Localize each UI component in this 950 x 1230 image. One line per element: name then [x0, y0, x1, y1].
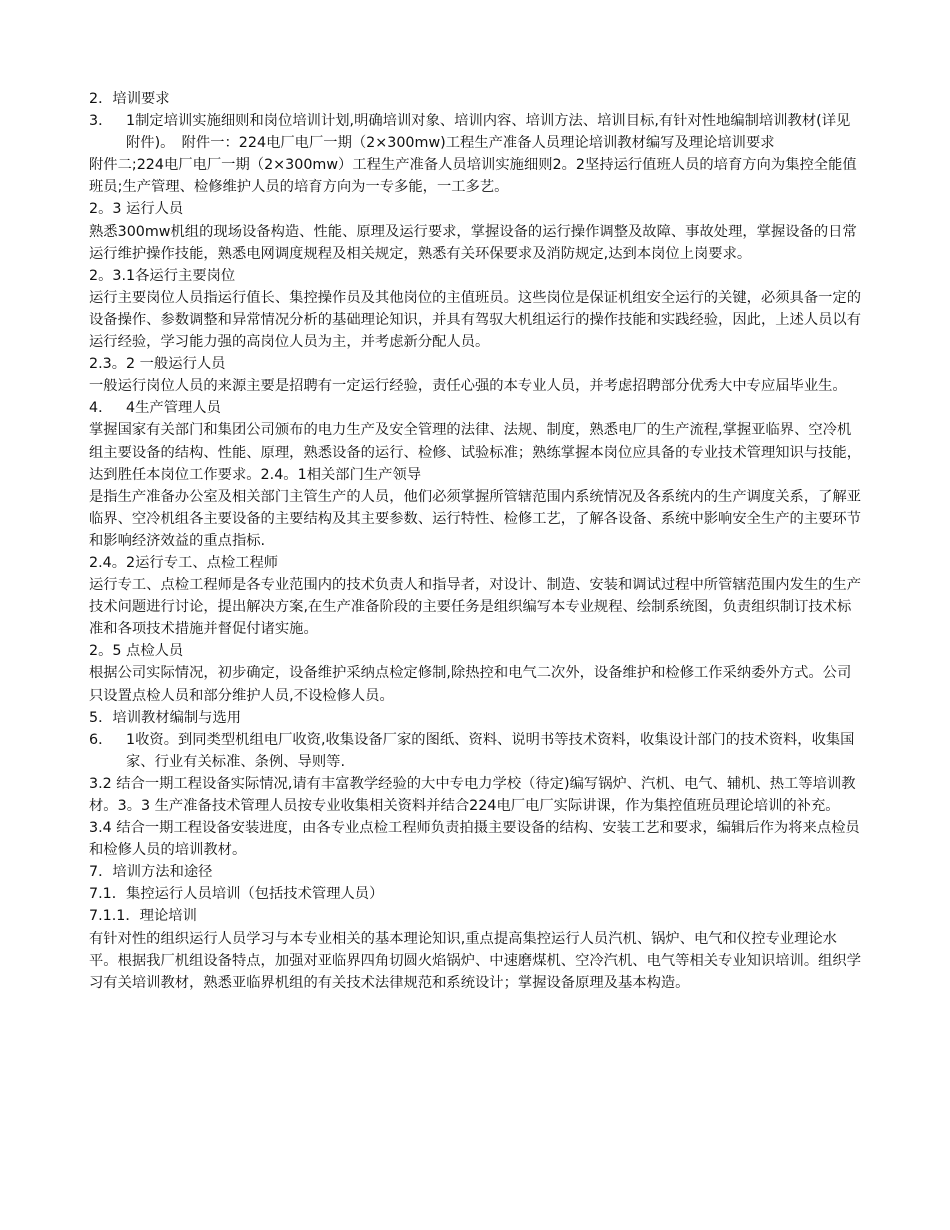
numbered-paragraph — [89, 397, 862, 419]
paragraph: 2.4。2运行专工、点检工程师 — [89, 554, 279, 571]
paragraph: 掌握国家有关部门和集团公司颁布的电力生产及安全管理的法律、法规、制度，熟悉电厂的生产流程,掌握亚临界、空冷机组主要设备的结构、性能、原理，熟悉设备的运行、检修、试验标准；熟练掌握本岗位应具备的专业技术管理知识与技能，达到胜任本岗位工作要求。2.4。1相关部门生产领导 — [89, 422, 862, 483]
paragraph: 一般运行岗位人员的来源主要是招聘有一定运行经验，责任心强的本专业人员，并考虑招聘部分优秀大中专应届毕业生。 — [89, 378, 847, 395]
numbered-paragraph — [89, 729, 862, 773]
paragraph: 是指生产准备办公室及相关部门主管生产的人员，他们必须掌握所管辖范围内系统情况及各系统内的生产调度关系，了解亚临界、空冷机组各主要设备的主要结构及其主要参数、运行特性、检修工艺，了解各设备、系统中影响安全生产的主要环节和影响经济效益的重点指标. — [89, 488, 862, 549]
paragraph: 运行专工、点检工程师是各专业范围内的技术负责人和指导者，对设计、制造、安装和调试过程中所管辖范围内发生的生产技术问题进行讨论，提出解决方案,在生产准备阶段的主要任务是组织编写本专业规程、绘制系统图，负责组织制订技术标准和各项技术措施并督促付诸实施。 — [89, 577, 862, 638]
paragraph: 有针对性的组织运行人员学习与本专业相关的基本理论知识,重点提高集控运行人员汽机、锅炉、电气和仪控专业理论水平。根据我厂机组设备特点，加强对亚临界四角切圆火焰锅炉、中速磨煤机、空冷汽机、电气等相关专业知识培训。组织学习有关培训教材，熟悉亚临界机组的有关技术法律规范和系统设计；掌握设备原理及基本构造。 — [89, 930, 862, 991]
paragraph: 附件二;224电厂电厂一期（2×300mw）工程生产准备人员培训实施细则2。2坚持运行值班人员的培育方向为集控全能值班员;生产管理、检修维护人员的培育方向为一专多能，一工多艺。 — [89, 157, 857, 196]
paragraph: 运行主要岗位人员指运行值长、集控操作员及其他岗位的主值班员。这些岗位是保证机组安全运行的关键，必须具备一定的设备操作、参数调整和异常情况分析的基础理论知识，并具有驾驭大机组运行的操作技能和实践经验，因此，上述人员以有运行经验，学习能力强的高岗位人员为主，并考虑新分配人员。 — [89, 289, 862, 351]
paragraph: 2.3。2 一般运行人员 — [89, 356, 226, 373]
paragraph-number: 4． — [89, 400, 113, 417]
paragraph-text: 4生产管理人员 — [126, 400, 221, 417]
paragraph: 根据公司实际情况，初步确定，设备维护采纳点检定修制,除热控和电气二次外，设备维护和检修工作采纳委外方式。公司只设置点检人员和部分维护人员,不设检修人员。 — [89, 665, 852, 704]
paragraph: 2。5 点检人员 — [89, 643, 184, 660]
paragraph: 7．培训方法和途径 — [89, 864, 213, 881]
paragraph-number: 6． — [89, 731, 113, 748]
paragraph: 5．培训教材编制与选用 — [89, 709, 242, 726]
paragraph: 7.1.1．理论培训 — [89, 908, 197, 925]
paragraph-text: 1制定培训实施细则和岗位培训计划,明确培训对象、培训内容、培训方法、培训目标,有针对性地编制培训教材(详见附件)。 附件一：224电厂电厂一期（2×300mw)工程生产准备人员理论培训教材编写及理论培训要求 — [126, 113, 851, 152]
paragraph: 7.1．集控运行人员培训（包括技术管理人员） — [89, 886, 384, 903]
paragraph: 2．培训要求 — [89, 91, 170, 107]
paragraph: 3.2 结合一期工程设备实际情况,请有丰富教学经验的大中专电力学校（待定)编写锅炉、汽机、电气、辅机、热工等培训教材。3。3 生产准备技术管理人员按专业收集相关资料并结合224电厂电厂实际讲课，作为集控值班员理论培训的补充。 — [89, 775, 856, 814]
paragraph: 3.4 结合一期工程设备安装进度，由各专业点检工程师负责拍摄主要设备的结构、安装工艺和要求，编辑后作为将来点检员和检修人员的培训教材。 — [89, 820, 860, 859]
paragraph: 2。3.1各运行主要岗位 — [89, 267, 236, 284]
paragraph-number: 3． — [89, 113, 113, 130]
numbered-paragraph — [89, 110, 862, 154]
paragraph-text: 1收资。到同类型机组电厂收资,收集设备厂家的图纸、资料、说明书等技术资料，收集设计部门的技术资料，收集国家、行业有关标准、条例、导则等. — [126, 731, 855, 770]
paragraph: 2。3 运行人员 — [89, 201, 184, 218]
paragraph: 熟悉300mw机组的现场设备构造、性能、原理及运行要求，掌握设备的运行操作调整及故障、事故处理，掌握设备的日常运行维护操作技能，熟悉电网调度规程及相关规定，熟悉有关环保要求及消防规定,达到本岗位上岗要求。 — [89, 223, 857, 262]
